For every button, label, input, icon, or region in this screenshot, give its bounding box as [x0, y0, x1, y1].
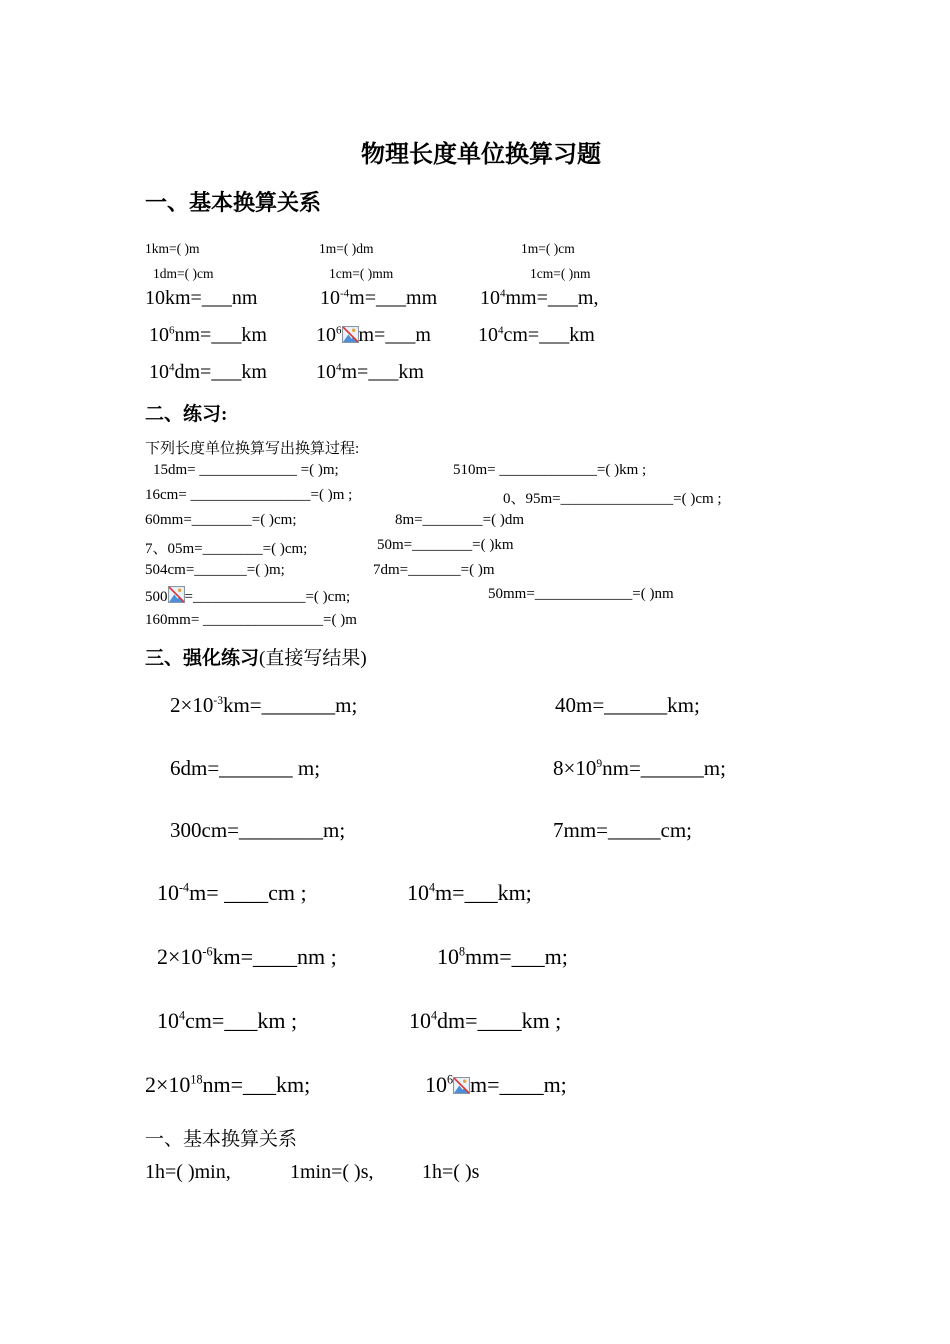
s3-r4-c1: $10^{-4}m=$ ____cm ;	[157, 880, 307, 905]
s2-r2-c2: 0、95m=_______________=( )cm ;	[503, 491, 722, 507]
s1-r5-c1: $10^4dm=\_\_\_km$	[149, 361, 267, 383]
s1-r3-c3: $10^4mm=\_\_\_m$,	[480, 287, 599, 309]
s2-instruction: 下列长度单位换算写出换算过程:	[145, 441, 360, 457]
section4-heading: 一、基本换算关系	[145, 1129, 298, 1150]
s1-r1-c1: 1km=( )m	[145, 241, 200, 256]
s3-r5-c2: $10^8mm=\_\_\_m$;	[437, 944, 568, 969]
s2-r7-c1: 160mm= ________________=( )m	[145, 612, 357, 628]
s3-r7-c2: $10^6$ m=____m;	[425, 1072, 567, 1097]
s1-r3-c2: $10^{-4}m=\_\_\_mm$	[320, 287, 438, 309]
s3-r5-c1: $2\times 10^{-6}km=\_\_\_\_nm$ ;	[157, 944, 337, 969]
s4-c2: 1min=( )s,	[290, 1161, 374, 1183]
broken-image-icon	[453, 1077, 470, 1094]
section2-heading: 二、练习:	[145, 404, 228, 425]
s3-r2-c2: $8\times 10^9nm=\_\_\_\_\_\_m$;	[553, 756, 726, 780]
s3-r1-c1: $2\times 10^{-3}km=\_\_\_\_\_\_\_m$;	[170, 693, 358, 717]
s2-r4-c2: 50m=________=( )km	[377, 537, 514, 553]
s3-r3-c2: 7mm=_____cm;	[553, 818, 693, 842]
broken-image-icon	[168, 586, 185, 603]
s2-r6-c2: 50mm=_____________=( )nm	[488, 586, 674, 602]
s3-r4-c2: $10^4m=\_\_\_km$;	[407, 880, 532, 905]
page-title: 物理长度单位换算习题	[361, 142, 601, 168]
s2-r6-c1: 500 =_______________=( )cm;	[145, 586, 350, 606]
s1-r4-c3: $10^4cm=\_\_\_km$	[478, 324, 595, 346]
s3-r3-c1: 300cm=________m;	[170, 818, 346, 842]
s1-r2-c3: 1cm=( )nm	[530, 266, 591, 281]
s2-r3-c1: 60mm=________=( )cm;	[145, 512, 297, 528]
s3-r2-c1: 6dm=_______ m;	[170, 756, 321, 780]
s1-r4-c2: $10^6$ m=___m	[316, 324, 431, 346]
s3-r6-c2: $10^4dm=\_\_\_\_km$ ;	[409, 1008, 562, 1033]
s4-c3: 1h=( )s	[422, 1161, 480, 1183]
s3-r6-c1: $10^4cm=\_\_\_km$ ;	[157, 1008, 298, 1033]
section3-heading: 三、强化练习(直接写结果)	[145, 648, 367, 669]
s2-r5-c2: 7dm=_______=( )m	[373, 562, 495, 578]
s3-r7-c1: $2\times 10^{18}nm=\_\_\_km$;	[145, 1072, 311, 1097]
s1-r2-c1: 1dm=( )cm	[153, 266, 214, 281]
s1-r2-c2: 1cm=( )mm	[329, 266, 394, 281]
s1-r5-c2: $10^4m=\_\_\_km$	[316, 361, 424, 383]
s2-r2-c1: 16cm= ________________=( )m ;	[145, 487, 353, 503]
s1-r4-c1: $10^6nm=\_\_\_km$	[149, 324, 267, 346]
s1-r3-c1: 10km=___nm	[145, 287, 258, 309]
s3-r1-c2: 40m=______km;	[555, 693, 700, 717]
broken-image-icon	[342, 326, 359, 343]
s1-r1-c2: 1m=( )dm	[319, 241, 374, 256]
s2-r5-c1: 504cm=_______=( )m;	[145, 562, 285, 578]
s4-c1: 1h=( )min,	[145, 1161, 231, 1183]
section1-heading: 一、基本换算关系	[145, 190, 322, 215]
s2-r4-c1: 7、05m=________=( )cm;	[145, 541, 308, 557]
s2-r1-c2: 510m= _____________=( )km ;	[453, 462, 647, 478]
s2-r3-c2: 8m=________=( )dm	[395, 512, 524, 528]
s1-r1-c3: 1m=( )cm	[521, 241, 575, 256]
s2-r1-c1: 15dm= _____________ =( )m;	[153, 462, 339, 478]
